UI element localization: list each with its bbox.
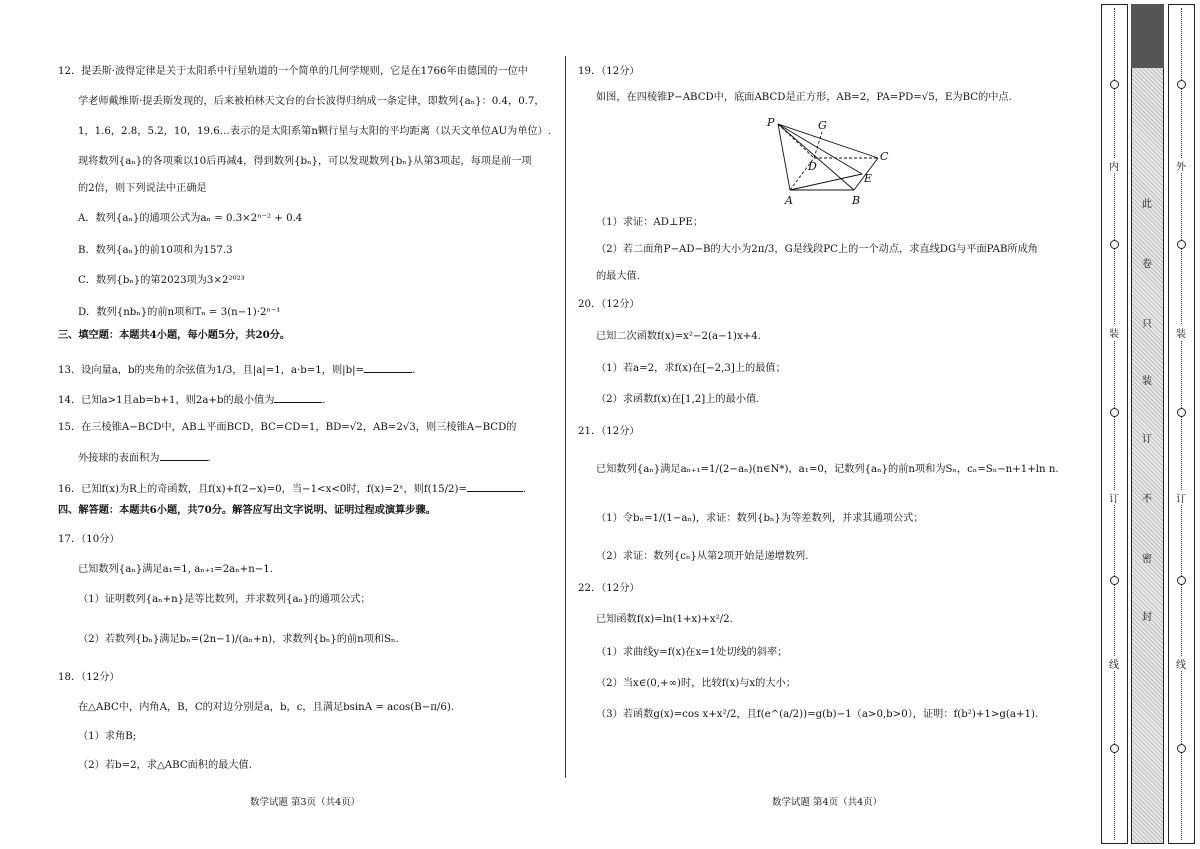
q18-stem: 在△ABC中，内角A，B，C的对边分别是a，b，c，且满足bsinA = acos(B−π/6). [78,702,455,713]
q15-line: 15．在三棱锥A−BCD中，AB⊥平面BCD，BC=CD=1，BD=√2，AB=2√3，则三棱锥A−BCD的 [58,422,517,433]
dotted-line [1114,8,1116,840]
column-divider [565,56,566,778]
warning-text: 封 [1142,612,1152,623]
dotted-line [1181,8,1183,840]
warning-text: 此 [1142,199,1152,210]
answer-blank [160,450,208,461]
q21-part2: （2）求证：数列{cₙ}从第2项开始是递增数列. [596,551,809,562]
q19-part2: （2）若二面角P−AD−B的大小为2π/3，G是线段PC上的一个动点，求直线DG与平面PAB所成角 [596,244,1038,255]
q17-part1: （1）证明数列{aₙ+n}是等比数列，并求数列{aₙ}的通项公式； [78,594,371,605]
q12-line: 现将数列{aₙ}的各项乘以10后再减4，得到数列{bₙ}，可以发现数列{bₙ}从第3项起，每项是前一项 [78,156,532,167]
binding-hole [1110,408,1119,417]
label-D: D [808,160,817,173]
q12-line: 12．提丢斯·波得定律是关于太阳系中行星轨道的一个简单的几何学规则，它是在1766年由德国的一位中 [58,66,528,77]
warning-text: 装 [1142,376,1152,387]
binding-hole [1110,744,1119,753]
q12-line: 1，1.6，2.8，5.2，10，19.6…表示的是太阳系第n颗行星与太阳的平均距离（以天文单位AU为单位）. [78,126,552,137]
q20-title: 20．（12分） [578,299,640,310]
q21-stem: 已知数列{aₙ}满足aₙ₊₁=1/(2−aₙ)(n∈N*)，a₁=0，记数列{aₙ}的前n项和为Sₙ，cₙ=Sₙ−n+1+ln n. [596,464,1059,475]
answer-blank [467,481,523,492]
binding-text-inner: 订 [1109,490,1119,505]
q18-part1: （1）求角B; [78,731,137,742]
section-4-heading: 四、解答题：本题共6小题，共70分。解答应写出文字说明、证明过程或演算步骤。 [58,504,436,516]
q19-stem: 如图，在四棱锥P−ABCD中，底面ABCD是正方形，AB=2，PA=PD=√5，E为BC的中点. [596,92,1012,103]
binding-strip-dark-block [1131,4,1164,68]
binding-hole [1177,576,1186,585]
q12-option-b: B．数列{aₙ}的前10项和为157.3 [78,245,233,256]
label-B: B [852,194,861,207]
q14: 14．已知a>1且ab=b+1，则2a+b的最小值为 . [58,392,326,408]
binding-hole [1177,744,1186,753]
binding-hole [1110,576,1119,585]
binding-text-outer: 订 [1176,490,1186,505]
warning-text: 不 [1142,494,1152,505]
binding-text-outer: 线 [1176,656,1186,671]
binding-text-inner: 线 [1109,656,1119,671]
q22-part3: （3）若函数g(x)=cos x+x²/2，且f(e^(a/2))=g(b)−1（a>0,b>0），证明：f(b²)+1>g(a+1). [596,709,1039,720]
binding-strip-hatched [1131,4,1164,844]
q12-option-a: A．数列{aₙ}的通项公式为aₙ = 0.3×2ⁿ⁻² + 0.4 [78,213,303,224]
binding-text-outer: 外 [1176,158,1186,173]
q15-line: 外接球的表面积为 . [78,450,211,466]
q19-title: 19．（12分） [578,66,640,77]
q17-part2: （2）若数列{bₙ}满足bₙ=(2n−1)/(aₙ+n)，求数列{bₙ}的前n项和Sₙ. [78,634,399,645]
warning-text: 密 [1142,554,1152,565]
binding-hole [1110,240,1119,249]
q22-part1: （1）求曲线y=f(x)在x=1处切线的斜率； [596,647,788,658]
binding-hole [1177,80,1186,89]
q21-part1: （1）令bₙ=1/(1−aₙ)，求证：数列{bₙ}为等差数列，并求其通项公式； [596,513,924,524]
warning-text: 卷 [1142,259,1152,270]
q12-line: 的2倍，则下列说法中正确是 [78,183,207,194]
binding-text-outer: 装 [1176,325,1186,340]
q18-part2: （2）若b=2，求△ABC面积的最大值. [78,760,252,771]
q20-stem: 已知二次函数f(x)=x²−2(a−1)x+4. [596,331,762,342]
binding-hole [1177,408,1186,417]
footer-right: 数学试题 第4页（共4页） [772,797,883,808]
footer-left: 数学试题 第3页（共4页） [250,797,361,808]
q12-option-d: D．数列{nbₙ}的前n项和Tₙ = 3(n−1)·2ⁿ⁻¹ [78,307,281,318]
binding-hole [1177,240,1186,249]
section-3-heading: 三、填空题：本题共4小题，每小题5分，共20分。 [58,329,291,341]
warning-text: 订 [1142,434,1152,445]
warning-text: 只 [1142,319,1152,330]
answer-blank [274,392,322,403]
binding-text-inner: 装 [1109,325,1119,340]
label-P: P [767,116,775,129]
label-A: A [785,194,793,207]
q12-option-c: C．数列{bₙ}的第2023项为3×2²⁰²³ [78,275,245,286]
q13: 13．设向量a，b的夹角的余弦值为1/3，且|a|=1，a·b=1，则|b|= . [58,362,415,378]
label-G: G [818,119,827,132]
q19-part1: （1）求证：AD⊥PE； [596,217,704,228]
q17-title: 17．（10分） [58,534,120,545]
q20-part1: （1）若a=2，求f(x)在[−2,3]上的最值； [596,363,786,374]
q16: 16．已知f(x)为R上的奇函数，且f(x)+f(2−x)=0，当−1<x<0时，f(x)=2ˣ，则f(15/2)= . [58,481,526,497]
answer-blank [364,362,412,373]
label-C: C [880,150,889,163]
q22-stem: 已知函数f(x)=ln(1+x)+x²/2. [596,614,733,625]
q12-line: 学老师戴维斯·提丢斯发现的，后来被柏林天文台的台长波得归纳成一条定律，即数列{aₙ}：0.4，0.7， [78,96,545,107]
q21-title: 21．（12分） [578,426,640,437]
q22-title: 22．（12分） [578,583,640,594]
q17-stem: 已知数列{aₙ}满足a₁=1, aₙ₊₁=2aₙ+n−1. [78,564,274,575]
q19-part2-cont: 的最大值. [596,271,640,282]
pyramid-figure [758,112,908,208]
q20-part2: （2）求函数f(x)在[1,2]上的最小值. [596,394,760,405]
binding-hole [1110,80,1119,89]
binding-text-inner: 内 [1109,158,1119,173]
label-E: E [864,172,873,185]
q18-title: 18．（12分） [58,672,120,683]
q22-part2: （2）当x∈(0,+∞)时，比较f(x)与x的大小； [596,678,796,689]
